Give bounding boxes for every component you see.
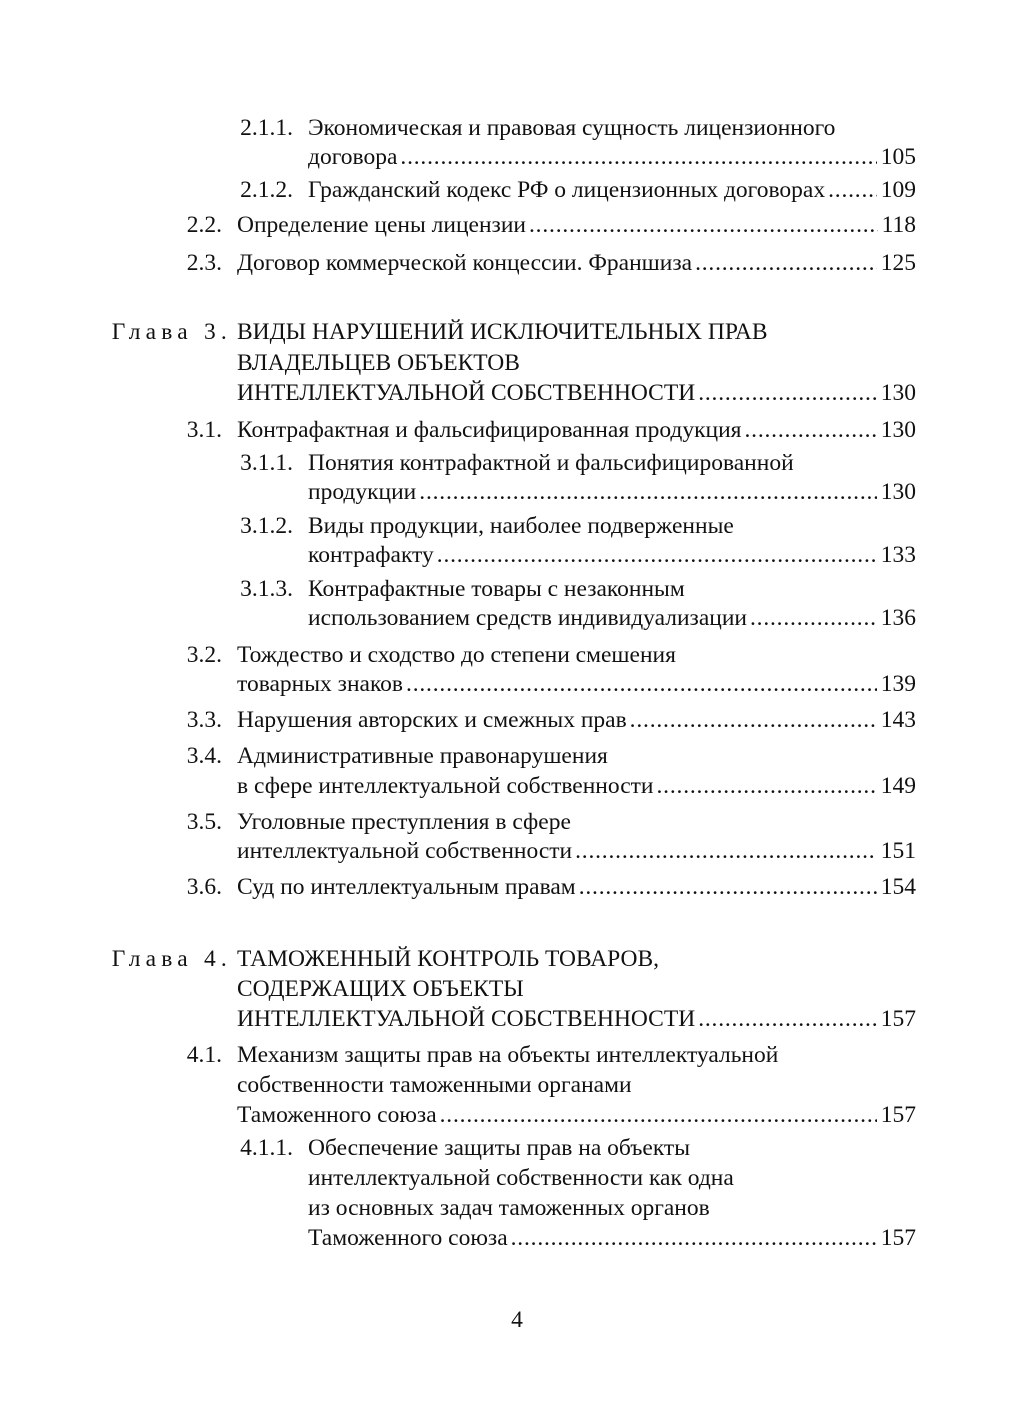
entry-title-line: интеллектуальной собственности как одна bbox=[308, 1165, 734, 1191]
entry-title-line: Административные правонарушения bbox=[237, 743, 608, 769]
entry-title-last: контрафакту bbox=[308, 542, 434, 568]
entry-leader-line bbox=[308, 541, 916, 569]
entry-leader-line bbox=[237, 416, 916, 444]
entry-page: 105 bbox=[880, 144, 916, 170]
entry-title-line: Экономическая и правовая сущность лицензионного bbox=[308, 115, 836, 141]
entry-page: 125 bbox=[880, 250, 916, 276]
entry-number: 4.1. bbox=[186, 1042, 222, 1068]
entry-leader-line bbox=[237, 873, 916, 901]
chapter-title-line: ВИДЫ НАРУШЕНИЙ ИСКЛЮЧИТЕЛЬНЫХ ПРАВ bbox=[237, 319, 768, 345]
entry-title-last: Нарушения авторских и смежных прав bbox=[237, 707, 627, 733]
entry-leader-line bbox=[237, 837, 916, 865]
entry-title-last: в сфере интеллектуальной собственности bbox=[237, 773, 654, 799]
entry-number: 3.1.1. bbox=[240, 450, 293, 476]
entry-title-last: Суд по интеллектуальным правам bbox=[237, 874, 576, 900]
entry-title-last: Гражданский кодекс РФ о лицензионных договорах bbox=[308, 177, 826, 203]
entry-leader-line bbox=[237, 211, 916, 239]
entry-page: 157 bbox=[880, 1102, 916, 1128]
entry-page: 157 bbox=[880, 1225, 916, 1251]
page-number: 4 bbox=[511, 1307, 523, 1333]
entry-leader-line bbox=[308, 143, 916, 171]
entry-number: 3.5. bbox=[186, 809, 222, 835]
entry-number: 3.4. bbox=[186, 743, 222, 769]
entry-page: 154 bbox=[880, 874, 916, 900]
entry-page: 109 bbox=[880, 177, 916, 203]
entry-title-line: Контрафактные товары с незаконным bbox=[308, 576, 685, 602]
entry-number: 3.1. bbox=[186, 417, 222, 443]
entry-leader-line bbox=[308, 176, 916, 204]
entry-title-last: ИНТЕЛЛЕКТУАЛЬНОЙ СОБСТВЕННОСТИ bbox=[237, 380, 696, 406]
entry-leader-line bbox=[237, 772, 916, 800]
entry-number: 3.6. bbox=[186, 874, 222, 900]
entry-leader-line bbox=[237, 379, 916, 407]
entry-leader-line bbox=[237, 1005, 916, 1033]
entry-number: 2.1.2. bbox=[240, 177, 293, 203]
chapter-label: Глава 4. bbox=[111, 946, 232, 972]
entry-number: 2.2. bbox=[186, 212, 222, 238]
entry-leader-line bbox=[308, 604, 916, 632]
entry-page: 151 bbox=[880, 838, 916, 864]
entry-title-last: ИНТЕЛЛЕКТУАЛЬНОЙ СОБСТВЕННОСТИ bbox=[237, 1006, 696, 1032]
entry-page: 130 bbox=[880, 417, 916, 443]
entry-title-last: товарных знаков bbox=[237, 671, 404, 697]
entry-title-line: Виды продукции, наиболее подверженные bbox=[308, 513, 734, 539]
entry-leader-line bbox=[237, 249, 916, 277]
entry-title-last: интеллектуальной собственности bbox=[237, 838, 573, 864]
entry-number: 2.3. bbox=[186, 250, 222, 276]
entry-number: 3.1.3. bbox=[240, 576, 293, 602]
entry-number: 3.3. bbox=[186, 707, 222, 733]
entry-title-last: Контрафактная и фальсифицированная продукция bbox=[237, 417, 742, 443]
entry-page: 130 bbox=[880, 380, 916, 406]
entry-leader-line bbox=[308, 1224, 916, 1252]
entry-title-line: из основных задач таможенных органов bbox=[308, 1195, 710, 1221]
chapter-title-line: ТАМОЖЕННЫЙ КОНТРОЛЬ ТОВАРОВ, bbox=[237, 946, 660, 972]
entry-page: 130 bbox=[880, 479, 916, 505]
entry-leader-line bbox=[237, 1101, 916, 1129]
entry-page: 157 bbox=[880, 1006, 916, 1032]
entry-title-line: Механизм защиты прав на объекты интеллектуальной bbox=[237, 1042, 779, 1068]
chapter-title-line: СОДЕРЖАЩИХ ОБЪЕКТЫ bbox=[237, 976, 524, 1002]
entry-leader-line bbox=[237, 670, 916, 698]
entry-title-last: Таможенного союза bbox=[308, 1225, 508, 1251]
entry-number: 3.1.2. bbox=[240, 513, 293, 539]
entry-page: 136 bbox=[880, 605, 916, 631]
entry-title-line: Обеспечение защиты прав на объекты bbox=[308, 1135, 690, 1161]
chapter-title-line: ВЛАДЕЛЬЦЕВ ОБЪЕКТОВ bbox=[237, 350, 520, 376]
entry-leader-line bbox=[308, 478, 916, 506]
entry-title-last: договора bbox=[308, 144, 398, 170]
entry-title-last: Договор коммерческой концессии. Франшиза bbox=[237, 250, 693, 276]
entry-title-last: Таможенного союза bbox=[237, 1102, 437, 1128]
entry-number: 4.1.1. bbox=[240, 1135, 293, 1161]
entry-title-last: продукции bbox=[308, 479, 417, 505]
entry-title-line: Тождество и сходство до степени смешения bbox=[237, 642, 676, 668]
entry-title-line: Уголовные преступления в сфере bbox=[237, 809, 571, 835]
entry-leader-line bbox=[237, 706, 916, 734]
entry-title-line: Понятия контрафактной и фальсифицированной bbox=[308, 450, 794, 476]
entry-page: 149 bbox=[880, 773, 916, 799]
entry-title-last: использованием средств индивидуализации bbox=[308, 605, 747, 631]
entry-page: 139 bbox=[880, 671, 916, 697]
entry-title-line: собственности таможенными органами bbox=[237, 1072, 632, 1098]
entry-page: 143 bbox=[880, 707, 916, 733]
entry-page: 118 bbox=[881, 212, 916, 238]
entry-number: 2.1.1. bbox=[240, 115, 293, 141]
entry-title-last: Определение цены лицензии bbox=[237, 212, 526, 238]
entry-page: 133 bbox=[880, 542, 916, 568]
chapter-label: Глава 3. bbox=[111, 319, 232, 345]
entry-number: 3.2. bbox=[186, 642, 222, 668]
